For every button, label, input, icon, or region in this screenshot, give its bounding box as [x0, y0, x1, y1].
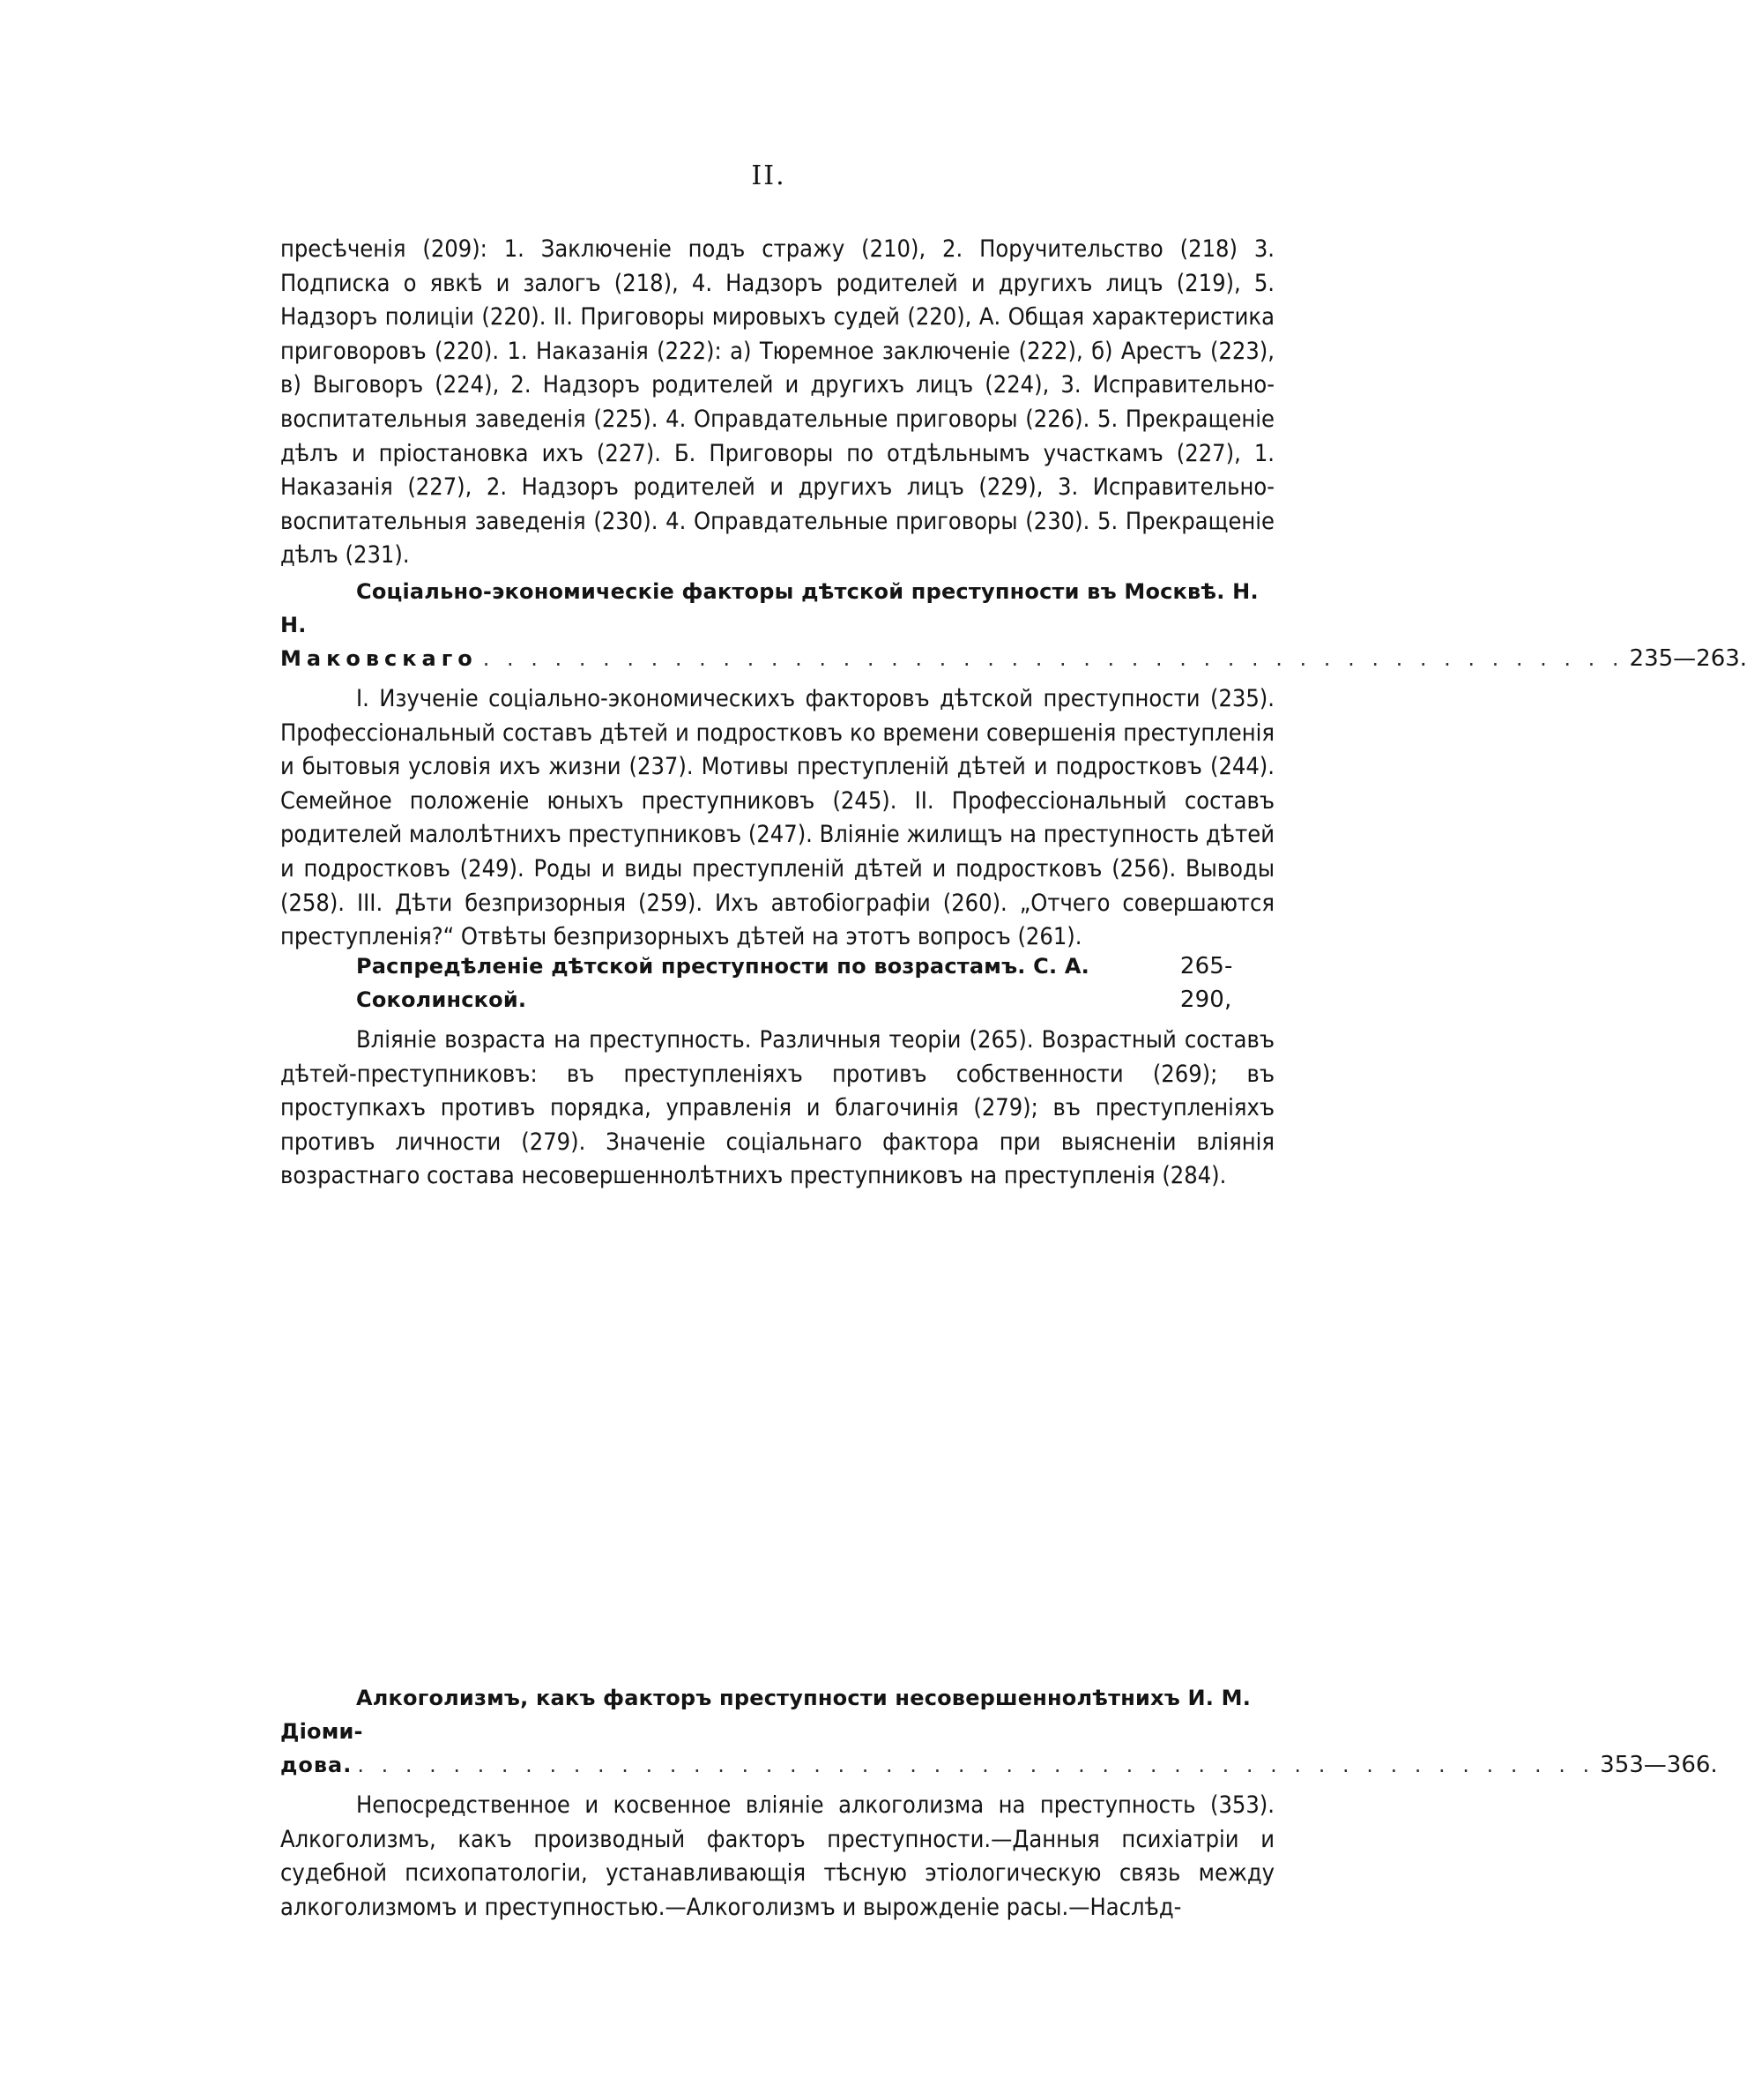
author-leader-line	[280, 1748, 1718, 1782]
article-pages: 353—366.	[1600, 1752, 1718, 1778]
author-leader-line	[280, 642, 1747, 675]
continuation-text: пресѣченія (209): 1. Заключеніе подъ стражу (210), 2. Поручительство (218) 3. Подписка о явкѣ и залогъ (218), 4. Надзоръ родителей и другихъ лицъ (219), 5. Надзоръ полиціи (220). II. Приговоры мировыхъ судей (220), А. Общая характеристика приговоровъ (220). 1. Наказанія (222): а) Тюремное заключеніе (222), б) Арестъ (223), в) Выговоръ (224), 2. Надзоръ родителей и другихъ лицъ (224), 3. Исправительно-воспитательныя заведенія (225). 4. Оправдательные приговоры (226). 5. Прекращеніе дѣлъ и пріостановка ихъ (227). Б. Приговоры по отдѣльнымъ участкамъ (227), 1. Наказанія (227), 2. Надзоръ родителей и другихъ лицъ (229), 3. Исправительно-воспитательныя заведенія (230). 4. Оправдательные приговоры (230). 5. Прекращеніе дѣлъ (231).	[280, 235, 1275, 570]
page-number: II.	[751, 160, 786, 191]
dot-leader: . . . . . . . . . . . . . . . . . . . . . . . . . . . . . . . . . . . . . . . . . . . . . . . . . . . .	[357, 1753, 1595, 1777]
article-pages: 235—263.	[1629, 645, 1747, 672]
article-author: дова.	[280, 1753, 353, 1777]
article-pages: 265-290,	[1179, 953, 1233, 1013]
article-author: Маковскаго	[280, 646, 478, 671]
article-title: Соціально-экономическіе факторы дѣтской преступности въ Москвѣ. Н. Н.	[280, 579, 1259, 637]
article-summary: Вліяніе возраста на преступность. Различныя теоріи (265). Возрастный составъ дѣтей-преступниковъ: въ преступленіяхъ противъ собственности (269); въ проступкахъ противъ порядка, управленія и благочинія (279); въ преступленіяхъ противъ личности (279). Значеніе соціальнаго фактора при выясненіи вліянія возрастнаго состава несовершеннолѣтнихъ преступниковъ на преступленія (284).	[280, 1026, 1275, 1190]
article-title: Алкоголизмъ, какъ факторъ преступности несовершеннолѣтнихъ И. М. Діоми-	[280, 1686, 1252, 1744]
article-title: Распредѣленіе дѣтской преступности по возрастамъ. С. А. Соколинской.	[356, 954, 1089, 1012]
article-summary: I. Изученіе соціально-экономическихъ факторовъ дѣтской преступности (235). Профессіональный составъ дѣтей и подростковъ ко времени совершенія преступленія и бытовыя условія ихъ жизни (237). Мотивы преступленій дѣтей и подростковъ (244). Семейное положеніе юныхъ преступниковъ (245). II. Профессіональный составъ родителей малолѣтнихъ преступниковъ (247). Вліяніе жилищъ на преступность дѣтей и подростковъ (249). Роды и виды преступленій дѣтей и подростковъ (256). Выводы (258). III. Дѣти безпризорныя (259). Ихъ автобіографіи (260). „Отчего совершаются преступленія?“ Отвѣты безпризорныхъ дѣтей на этотъ вопросъ (261).	[280, 685, 1275, 951]
dot-leader: . . . . . . . . . . . . . . . . . . . . . . . . . . . . . . . . . . . . . . . . . . . . . . . .	[482, 646, 1624, 671]
continuation-section	[280, 233, 1275, 573]
article-age-distribution	[280, 949, 1275, 1194]
article-summary: Непосредственное и косвенное вліяніе алкоголизма на преступность (353). Алкоголизмъ, какъ производный факторъ преступности.—Данныя психіатріи и судебной психопатологіи, устанавливающія тѣсную этіологическую связь между алкоголизмомъ и преступностью.—Алкоголизмъ и вырожденіе расы.—Наслѣд-	[280, 1791, 1275, 1921]
article-social-economic	[280, 575, 1747, 955]
article-title-line	[280, 949, 1275, 1016]
article-alcoholism	[280, 1681, 1718, 1925]
